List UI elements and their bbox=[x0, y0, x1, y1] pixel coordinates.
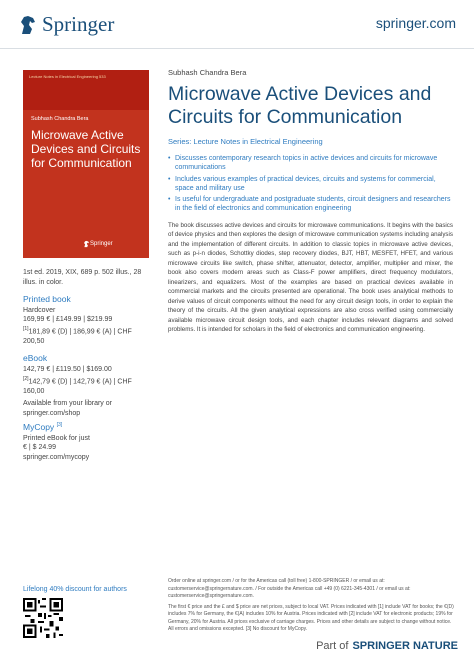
cover-publisher-name: Springer bbox=[90, 241, 113, 247]
list-item: • Is useful for undergraduate and postgraduate students, circuit designers and researchers in the field of electronics and communication engineering bbox=[168, 195, 453, 214]
part-of-springer-nature bbox=[316, 640, 458, 652]
mycopy-link[interactable]: springer.com/mycopy bbox=[23, 453, 90, 461]
page-header bbox=[0, 0, 474, 49]
springer-horse-icon bbox=[18, 14, 38, 36]
ebook-price: 142,79 € | £119.50 | $169.00 bbox=[23, 366, 112, 374]
printed-price-vat bbox=[23, 325, 151, 347]
brand-name: Springer bbox=[42, 12, 115, 36]
qr-code-icon[interactable] bbox=[23, 598, 63, 638]
footnote-3: [3] bbox=[56, 422, 63, 429]
footer-left bbox=[23, 586, 153, 643]
ebook-heading: eBook bbox=[23, 353, 48, 364]
cover-author: Subhash Chandra Bera bbox=[31, 116, 89, 122]
ebook-price-vat-text: 142,79 € (D) | 142,79 € (A) | CHF 160,00 bbox=[23, 378, 132, 395]
printed-price: 169,99 € | £149.99 | $219.99 bbox=[23, 316, 113, 324]
book-title: Microwave Active Devices and Circuits for Communication bbox=[168, 83, 432, 128]
springer-logo[interactable] bbox=[18, 12, 114, 37]
price-notes: The first € price and the £ and $ price are net prices, subject to local VAT. Prices indicated with [1] include VAT for books; the €(D) includes 7% for Germany, the €(A) includes 10% for Austria. Prices indicated with [2] include VAT for electronic products; 19% for Germany, 20% for Austria. All prices exclusive of carriage charges. Prices and other details are subject to change without notice. All errors and omissions excepted. [3] No discount for MyCopy. bbox=[168, 603, 454, 632]
list-item: • Discusses contemporary research topics in active devices and circuits for microwave communications bbox=[168, 154, 453, 173]
list-item: • Includes various examples of practical devices, circuits and systems for commercial, space and military use bbox=[168, 175, 453, 194]
book-cover bbox=[23, 70, 149, 258]
springer-horse-icon bbox=[83, 240, 90, 248]
springer-nature-logo[interactable]: SPRINGER NATURE bbox=[352, 640, 458, 652]
site-link[interactable]: springer.com bbox=[375, 15, 456, 31]
feature-list bbox=[168, 154, 453, 214]
printed-book-heading: Printed book bbox=[23, 294, 71, 305]
book-description: The book discusses active devices and circuits for microwave communications. It begins with the basics of device physics and then explores the design of microwave communication systems including analysis and the implementation of different circuits. In addition to classic topics in microwave active devices, such as p-i-n diodes, Schottky diodes, step recovery diodes, BJT, HBT, MESFET, HFET, and various microwave circuits like switch, phase shifter, attenuator, detector, amplifier, multiplier and mixer, the book also covers modern areas such as Class-F power amplifiers, direct frequency modulators, linearizers, and equalizers. Most of the examples are based on practical devices available in commercial markets and the circuits presented are operational. The book uses analytical methods to derive values of circuit components without the need for any circuit design tools, in order to explain the theory of the circuits. All the given analytical expressions are also cross verified using commercially available microwave circuit design tools, and each chapter includes relevant diagrams and solved problems. It is intended for scholars in the field of electronics and communication engineering. bbox=[168, 221, 453, 334]
mycopy-heading bbox=[23, 421, 151, 432]
book-meta: 1st ed. 2019, XIX, 689 p. 502 illus., 28 illus. in color. bbox=[23, 269, 142, 286]
pricing-column bbox=[23, 268, 151, 463]
footnote-2: [2] bbox=[23, 375, 29, 382]
cover-series: Lecture Notes in Electrical Engineering 533 bbox=[29, 74, 106, 79]
cover-title: Microwave Active Devices and Circuits for Communication bbox=[31, 128, 141, 170]
mycopy-price: € | $ 24.99 bbox=[23, 444, 56, 452]
footnote-1: [1] bbox=[23, 325, 29, 332]
cover-publisher bbox=[83, 240, 113, 248]
ebook-price-vat bbox=[23, 375, 151, 397]
mycopy-text: Printed eBook for just bbox=[23, 434, 90, 442]
series-name[interactable]: Series: Lecture Notes in Electrical Engineering bbox=[168, 137, 323, 146]
author-name: Subhash Chandra Bera bbox=[168, 68, 247, 77]
ebook-availability[interactable]: Available from your library or springer.com/shop bbox=[23, 400, 112, 417]
printed-price-vat-text: 181,89 € (D) | 186,99 € (A) | CHF 200,50 bbox=[23, 328, 132, 345]
part-of-label: Part of bbox=[316, 640, 349, 652]
mycopy-heading-text: MyCopy bbox=[23, 422, 55, 433]
printed-format: Hardcover bbox=[23, 306, 56, 314]
order-info: Order online at springer.com / or for the Americas call (toll free) 1-800-SPRINGER / or email us at: customerservice@springernature.com. / For outside the Americas call +49 (0) 6221-345-4301 / or email us at: customerservice@springernature.com. bbox=[168, 578, 411, 599]
footer-notes bbox=[168, 578, 458, 637]
main-content bbox=[168, 68, 453, 335]
author-discount-link[interactable]: Lifelong 40% discount for authors bbox=[23, 586, 127, 593]
